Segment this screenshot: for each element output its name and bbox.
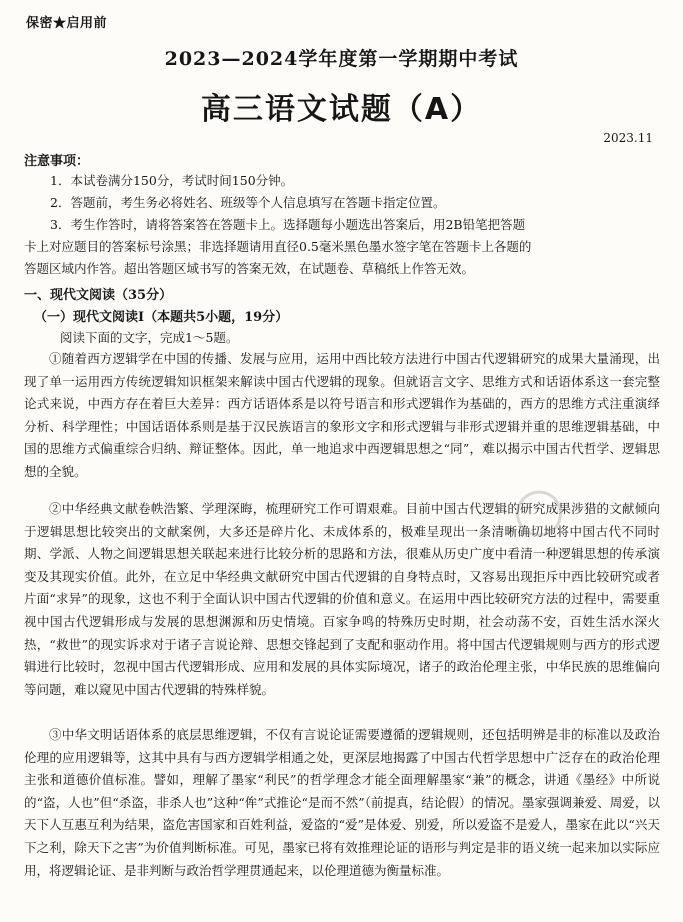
- exam-date: 2023.11: [603, 131, 653, 145]
- confidential-label: 保密★启用前: [26, 16, 108, 31]
- note-item-3-cont: 卡上对应题目的答案标号涂黑；非选择题请用直径0.5毫米黑色墨水签字笔在答题卡上各题的: [24, 239, 532, 254]
- paragraph-3: ③中华文明话语体系的底层思维逻辑，不仅有言说论证需要遵循的逻辑规则，还包括明辨是非的标准以及政治伦理的应用逻辑等，这其中具有与西方逻辑学相通之处，更深层地揭露了中国古代哲学思想中广泛存在的政治伦理主张和道德价值标准。譬如，理解了墨家“利民”的哲学理念才能全面理解墨家“兼”的概念，讲通《墨经》中所说的“盗，人也”但“杀盗，非杀人也”这种“侔”式推论“是而不然”（前提真，结论假）的情况。墨家强调兼爱、周爱，以天下人互惠互利为结果，盗危害国家和百姓利益，爱盗的“爱”是体爱、别爱，所以爱盗不是爱人，墨家在此以“兴天下之利，除天下之害”为价值判断标准。可见，墨家已将有效推理论证的语形与判定是非的语义统一起来加以实际应用，将逻辑论证、是非判断与政治哲学理贯通起来，以伦理道德为衡量标准。: [24, 727, 660, 878]
- paper-title: 高三语文试题（A）: [200, 92, 483, 127]
- reading-instruction: 阅读下面的文字，完成1～5题。: [60, 330, 239, 345]
- note-item-2: 2．答题前，考生务必将姓名、班级等个人信息填写在答题卡指定位置。: [50, 195, 446, 210]
- paragraph-2: ②中华经典文献卷帙浩繁、学理深晦，梳理研究工作可谓艰难。目前中国古代逻辑的研究成果涉猎的文献倾向于逻辑思想比较突出的文献案例，大多还是碎片化、未成体系的，极难呈现出一条清晰确切地将中国古代不同时期、学派、人物之间逻辑思想关联起来进行比较分析的思路和方法，很难从历史广度中看清一种逻辑思想的传承演变及其现实价值。此外，在立足中华经典文献研究中国古代逻辑的自身特点时，又容易出现拒斥中西比较研究或者片面“求异”的现象，这也不利于全面认识中国古代逻辑的价值和意义。在运用中西比较研究方法的过程中，需要重视中国古代逻辑形成与发展的思想渊源和历史情境。百家争鸣的特殊历史时期，社会动荡不安，百姓生活水深火热，“救世”的现实诉求对于诸子言说论辩、思想交锋起到了支配和驱动作用。将中国古代逻辑规则与西方的形式逻辑进行比较时，忽视中国古代逻辑形成、应用和发展的具体实际境况，诸子的政治伦理主张，中华民族的思维偏向等问题，难以窥见中国古代逻辑的特殊样貌。: [24, 501, 660, 697]
- paragraph-1: ①随着西方逻辑学在中国的传播、发展与应用，运用中西比较方法进行中国古代逻辑研究的成果大量涌现，出现了单一运用西方传统逻辑知识框架来解读中国古代逻辑的现象。但就语言文字、思维方式和话语体系这一套完整论式来说，中西方存在着巨大差异：西方话语体系是以符号语言和形式逻辑作为基础的，西方的思维方式注重演绎分析、科学理性；中国话语体系则是基于汉民族语言的象形文字和形式逻辑与非形式逻辑并重的思维逻辑基础，中国的思维方式偏重综合归纳、辩证整体。因此，单一地追求中西逻辑思想之“同”，难以揭示中国古代哲学、逻辑思想的全貌。: [24, 351, 660, 479]
- notes-heading: 注意事项：: [24, 154, 90, 169]
- note-item-3: 3．考生作答时，请将答案答在答题卡上。选择题每小题选出答案后，用2B铅笔把答题: [50, 217, 526, 232]
- exam-title: 2023—2024学年度第一学期期中考试: [164, 48, 519, 70]
- note-item-1: 1．本试卷满分150分，考试时间150分钟。: [50, 173, 294, 188]
- subsection-title: （一）现代文阅读Ⅰ（本题共5小题，19分）: [34, 310, 289, 325]
- note-item-3-cont2: 答题区域内作答。超出答题区域书写的答案无效，在试题卷、草稿纸上作答无效。: [24, 261, 475, 276]
- section-title: 一、现代文阅读（35分）: [24, 288, 173, 303]
